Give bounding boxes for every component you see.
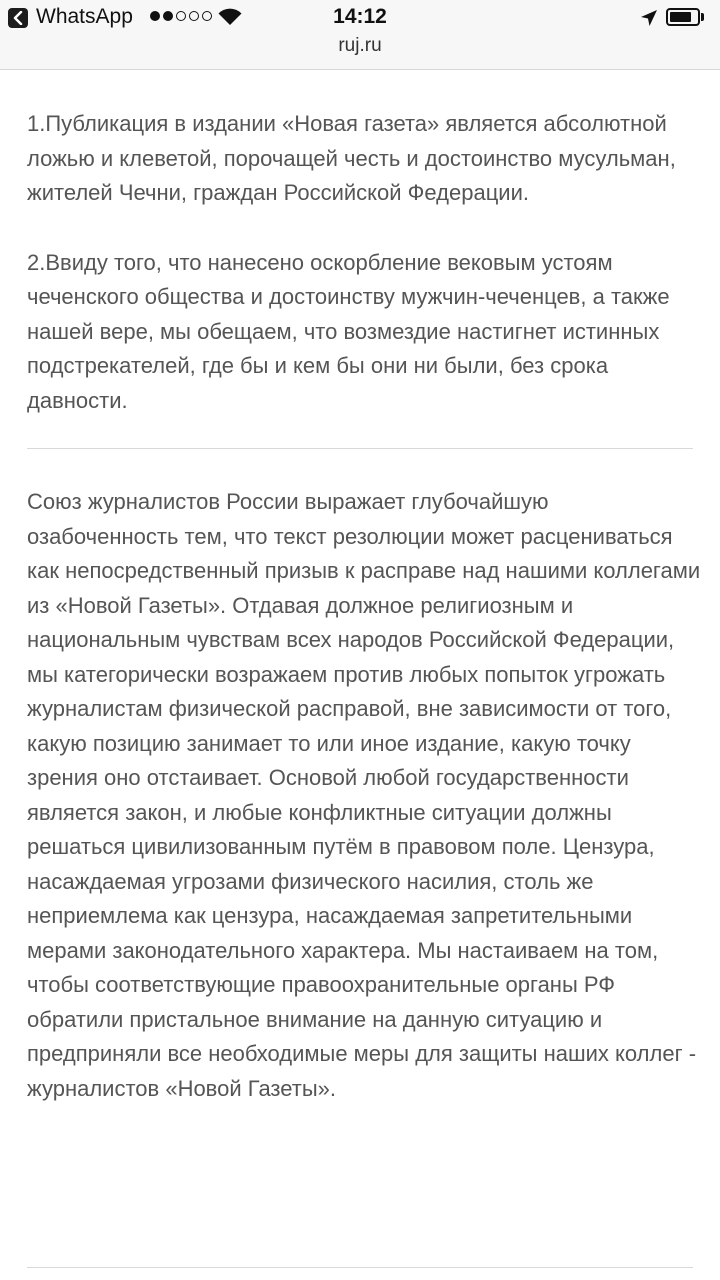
resolution-point-2: 2.Ввиду того, что нанесено оскорбление вековым устоям чеченского общества и достоинству мужчин-чеченцев, а также нашей вере, мы обещаем, что возмездие настигнет истинных подстрекателей, где бы и кем бы они ни были, без срока давности.	[27, 249, 670, 413]
battery-level	[670, 12, 691, 22]
status-bar	[0, 0, 720, 70]
address-bar-url[interactable]: ruj.ru	[338, 35, 382, 56]
back-app-label[interactable]: WhatsApp	[36, 5, 133, 28]
statement-paragraph: Союз журналистов России выражает глубочайшую озабоченность тем, что текст резолюции может расцениваться как непосредственный призыв к расправе над нашими коллегами из «Новой Газеты». Отдавая должное религиозным и национальным чувствам всех народов Российской Федерации, мы категорически возражаем против любых попыток угрожать журналистам физической расправой, вне зависимости от того, какую позицию занимает то или иное издание, какую точку зрения оно отстаивает. Основой любой государственности является закон, и любые конфликтные ситуации должны решаться цивилизованным путём в правовом поле. Цензура, насаждаемая угрозами физического насилия, столь же неприемлема как цензура, насаждаемая запретительными мерами законодательного характера. Мы настаиваем на том, чтобы соответствующие правоохранительные органы РФ обратили пристальное внимание на данную ситуацию и предприняли все необходимые меры для защиты наших коллег - журналистов «Новой Газеты».	[27, 489, 701, 1101]
location-arrow-icon	[640, 9, 658, 27]
divider	[27, 1267, 693, 1268]
article-content	[27, 107, 702, 1106]
battery-tip	[701, 13, 704, 21]
resolution-point-1: 1.Публикация в издании «Новая газета» является абсолютной ложью и клеветой, порочащей честь и достоинство мусульман, жителей Чечни, граждан Российской Федерации.	[27, 111, 676, 205]
battery-icon	[666, 8, 700, 26]
clock: 14:12	[333, 5, 387, 28]
